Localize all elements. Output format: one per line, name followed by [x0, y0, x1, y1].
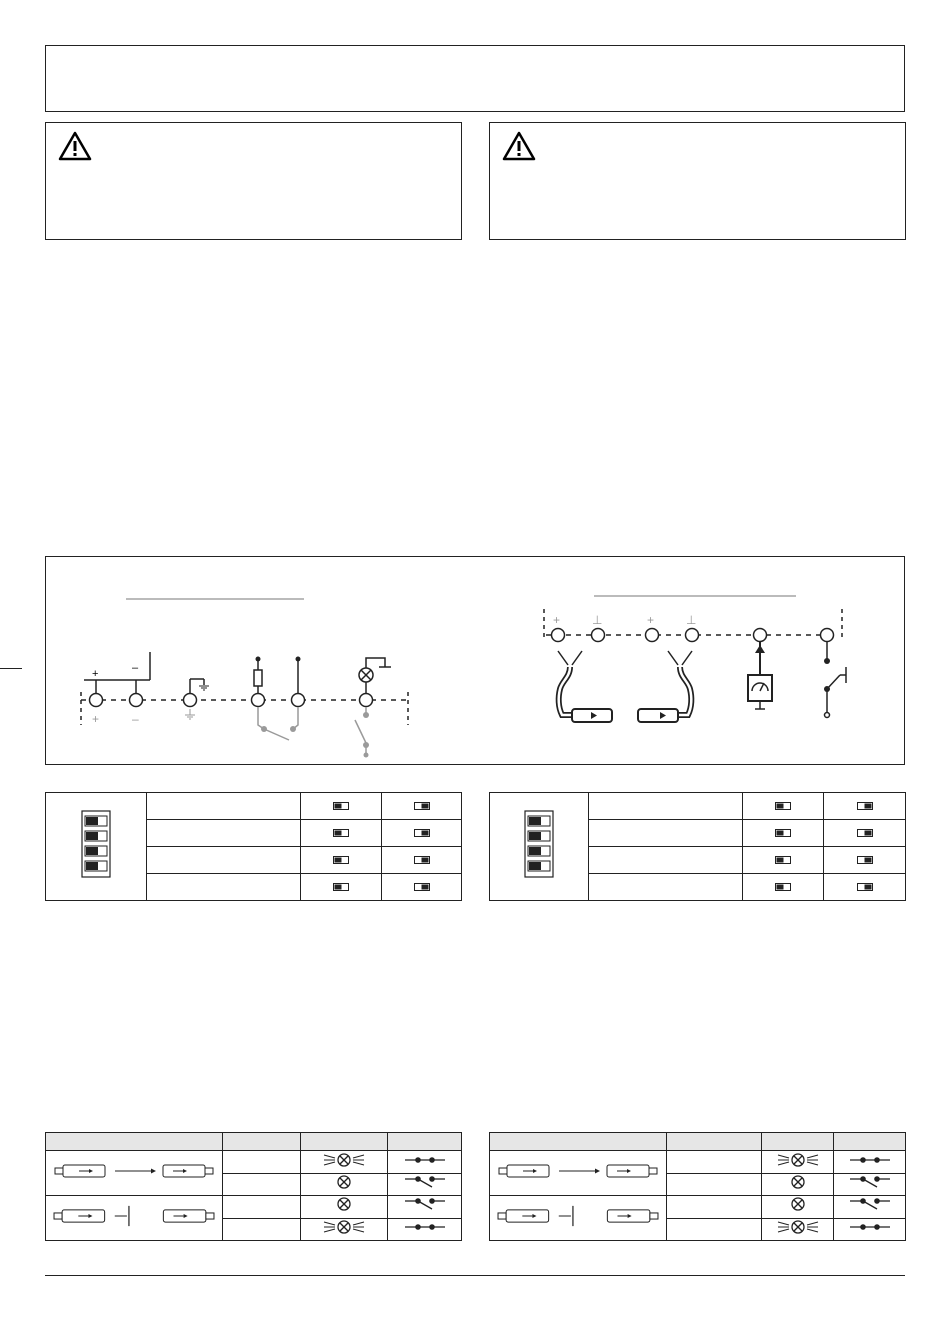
dip-table-right [489, 792, 906, 901]
switch-icon [848, 1221, 892, 1233]
switch-icon [403, 1175, 447, 1189]
warning-icon [58, 131, 92, 161]
switch-icon [403, 1221, 447, 1233]
switch-icon [848, 1197, 892, 1211]
lamp-icon [322, 1152, 366, 1168]
led-table-left [45, 1132, 462, 1241]
footer-rule [45, 1275, 905, 1276]
term-bottom-plus: + [92, 712, 100, 726]
meter-icon [748, 642, 772, 709]
sensor-icon [558, 651, 612, 722]
lamp-icon [790, 1174, 806, 1190]
lamp-icon [359, 668, 373, 682]
dip-table-left [45, 792, 462, 901]
lamp-icon [336, 1196, 352, 1212]
term-top-plus: + [92, 668, 99, 680]
lamp-icon [776, 1152, 820, 1168]
wiring-diagram [45, 556, 905, 765]
term-bottom-minus: – [132, 712, 139, 726]
header-box [45, 45, 905, 112]
lamp-icon [790, 1196, 806, 1212]
switch-icon [403, 1154, 447, 1166]
term-top-minus: – [132, 662, 139, 674]
warning-box-right [489, 122, 906, 240]
term-right-plus-2: + [647, 613, 655, 627]
term-right-ground-1: ⊥ [592, 613, 603, 627]
margin-mark [0, 668, 22, 669]
term-right-plus-1: + [553, 613, 561, 627]
dip-switch-icon [81, 810, 111, 878]
switch-icon [848, 1175, 892, 1189]
warning-box-left [45, 122, 462, 240]
term-right-ground-2: ⊥ [686, 613, 697, 627]
switch-icon [403, 1197, 447, 1211]
dip-switch-icon [524, 810, 554, 878]
led-table-right [489, 1132, 906, 1241]
sensor-icon [638, 651, 692, 722]
lamp-icon [776, 1219, 820, 1235]
lamp-icon [336, 1174, 352, 1190]
lamp-icon [322, 1219, 366, 1235]
switch-icon [824, 642, 846, 718]
warning-icon [502, 131, 536, 161]
switch-icon [848, 1154, 892, 1166]
